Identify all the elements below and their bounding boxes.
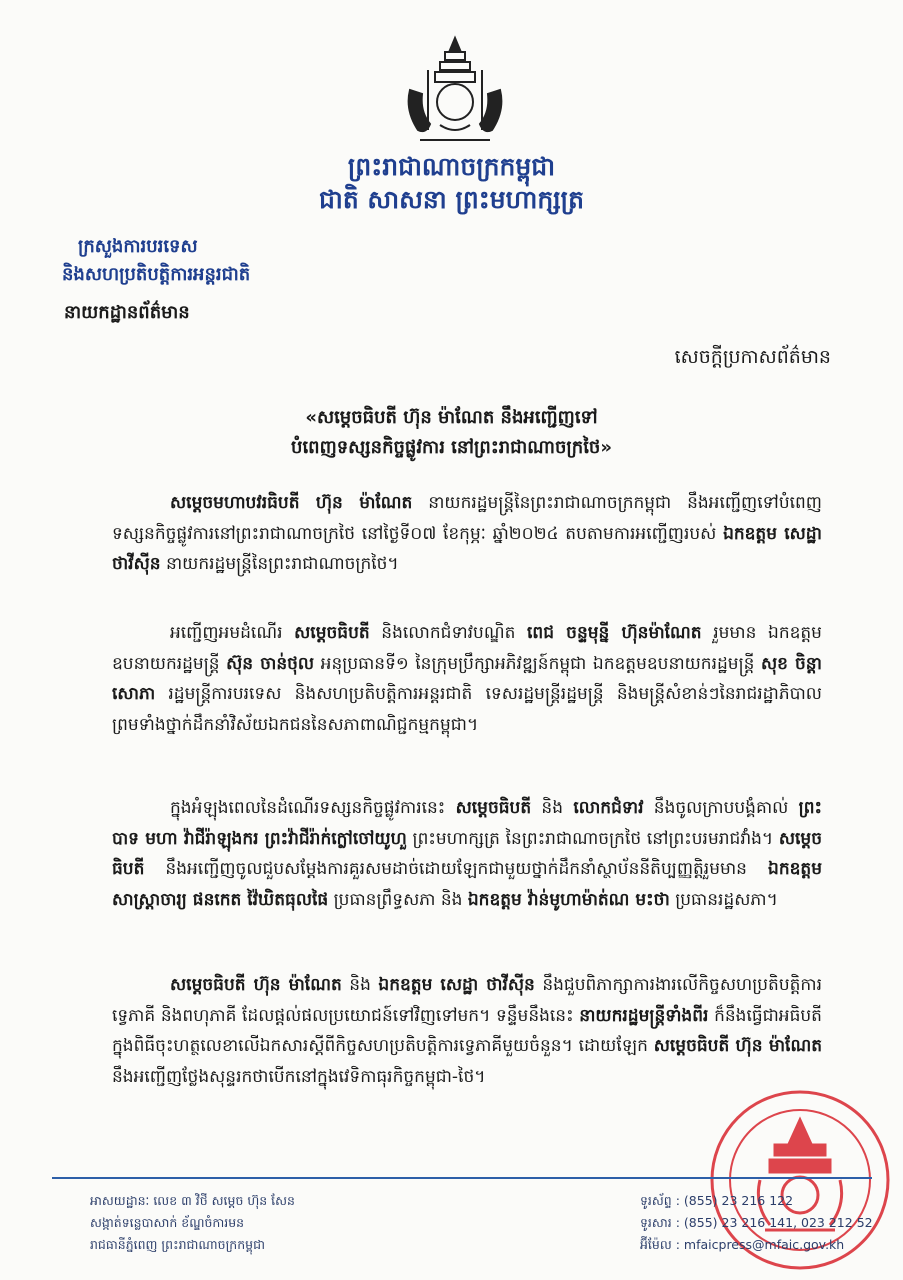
footer-divider (52, 1177, 872, 1179)
headline-line1: «សម្តេចធិបតី ហ៊ុន ម៉ាណែត នឹងអញ្ជើញទៅ (305, 407, 598, 428)
kingdom-title: ព្រះរាជាណាចក្រកម្ពុជា (347, 152, 556, 181)
ministry-name-line2: និងសហប្រតិបត្តិការអន្តរជាតិ (62, 264, 251, 285)
document-type: សេចក្តីប្រកាសព័ត៌មាន (674, 346, 831, 368)
paragraph-2: អញ្ជើញអមដំណើរ សម្តេចធិបតី និងលោកជំទាវបណ្ឌិត ពេជ ចន្ទមុន្នី ហ៊ុនម៉ាណែត រួមមាន ឯកឧត្តមឧបនាយករដ្ឋមន្ត្រី ស៊ុន ចាន់ថុល អនុប្រធានទី១ នៃក្រុមប្រឹក្សាអភិវឌ្ឍន៍កម្ពុជា ឯកឧត្តមឧបនាយករដ្ឋមន្ត្រី សុខ ចិន្តាសោភា រដ្ឋមន្ត្រីការបរទេស និងសហប្រតិបត្តិការអន្តរជាតិ ទេសរដ្ឋមន្ត្រីរដ្ឋមន្ត្រី និងមន្ត្រីសំខាន់ៗនៃរាជរដ្ឋាភិបាល ព្រមទាំងថ្នាក់ដឹកនាំវិស័យឯកជននៃសភាពាណិជ្ជកម្មកម្ពុជា។ (112, 623, 822, 735)
footer-address: អាសយដ្ឋានៈ លេខ ៣ វិថី សម្តេច ហ៊ុន សែន សង្កាត់ទន្លេបាសាក់ ខ័ណ្ឌចំការមន រាជធានីភ្នំពេញ ព្រះរាជាណាចក្រកម្ពុជា (90, 1193, 295, 1252)
department-name: នាយកដ្ឋានព័ត៌មាន (64, 302, 190, 323)
paragraph-4: សម្តេចធិបតី ហ៊ុន ម៉ាណែត និង ឯកឧត្តម សេដ្ឋា ថាវីស៊ីន នឹងជួបពិភាក្សាការងារលើកិច្ចសហប្រតិបត្តិការទ្វេភាគី និងពហុភាគី ដែលផ្តល់ផលប្រយោជន៍ទៅវិញទៅមក។ ទន្ទឹមនឹងនេះ នាយករដ្ឋមន្ត្រីទាំងពីរ ក៏នឹងធ្វើជាអធិបតីក្នុងពិធីចុះហត្ថលេខាលើឯកសារស្តីពីកិច្ចសហប្រតិបត្តិការទ្វេភាគីមួយចំនួន។ ដោយឡែក សម្តេចធិបតី ហ៊ុន ម៉ាណែត នឹងអញ្ជើញថ្លែងសុន្ទរកថាបើកនៅក្នុងវេទិកាធុរកិច្ចកម្ពុជា-ថៃ។ (112, 975, 823, 1087)
paragraph-3: ក្នុងអំឡុងពេលនៃដំណើរទស្សនកិច្ចផ្លូវការនេះ សម្តេចធិបតី និង លោកជំទាវ នឹងចូលក្រាបបង្គំគាល់ ព្រះបាទ មហា វ៉ាជីរ៉ាឡុងករ ព្រះវ៉ាជីរ៉ាក់ក្លៅចៅយូហួ ព្រះមហាក្សត្រ នៃព្រះរាជាណាចក្រថៃ នៅព្រះបរមរាជវាំង។ សម្តេចធិបតី នឹងអញ្ជើញចូលជួបសម្តែងការគួរសមដាច់ដោយឡែកជាមួយថ្នាក់ដឹកនាំស្ថាប័ននីតិប្បញ្ញត្តិរួមមាន ឯកឧត្តមសាស្ត្រាចារ្យ ផនកេត វ៉ៃឃិតធុលផៃ ប្រធានព្រឹទ្ធសភា និង ឯកឧត្តម វ៉ាន់មូហាម៉ាត់ណ មះថា ប្រធានរដ្ឋសភា។ (112, 798, 823, 910)
national-motto: ជាតិ សាសនា ព្រះមហាក្សត្រ (319, 185, 584, 214)
email-link[interactable]: mfaicpress@mfaic.gov.kh (683, 1237, 845, 1252)
royal-emblem (390, 30, 520, 150)
paragraph-1: សម្តេចមហាបវរធិបតី ហ៊ុន ម៉ាណែត នាយករដ្ឋមន្ត្រីនៃព្រះរាជាណាចក្រកម្ពុជា នឹងអញ្ជើញទៅបំពេញទស្សនកិច្ចផ្លូវការនៅព្រះរាជាណាចក្រថៃ នៅថ្ងៃទី០៧ ខែកុម្ភៈ ឆ្នាំ២០២៤ តបតាមការអញ្ជើញរបស់ ឯកឧត្តម សេដ្ឋា ថាវីស៊ីន នាយករដ្ឋមន្ត្រីនៃព្រះរាជាណាចក្រថៃ។ (112, 493, 822, 574)
ministry-name-line1: ក្រសួងការបរទេស (78, 236, 198, 257)
footer-contact: ទូរស័ព្ទ : (855) 23 216 122 ទូរសារ : (855) 23 216 141, 023 212 52 អ៊ីម៉ែល : mfaicpress@mfaic.gov.kh (640, 1193, 873, 1252)
headline-line2: បំពេញទស្សនកិច្ចផ្លូវការ នៅព្រះរាជាណាចក្រថៃ» (291, 437, 612, 458)
